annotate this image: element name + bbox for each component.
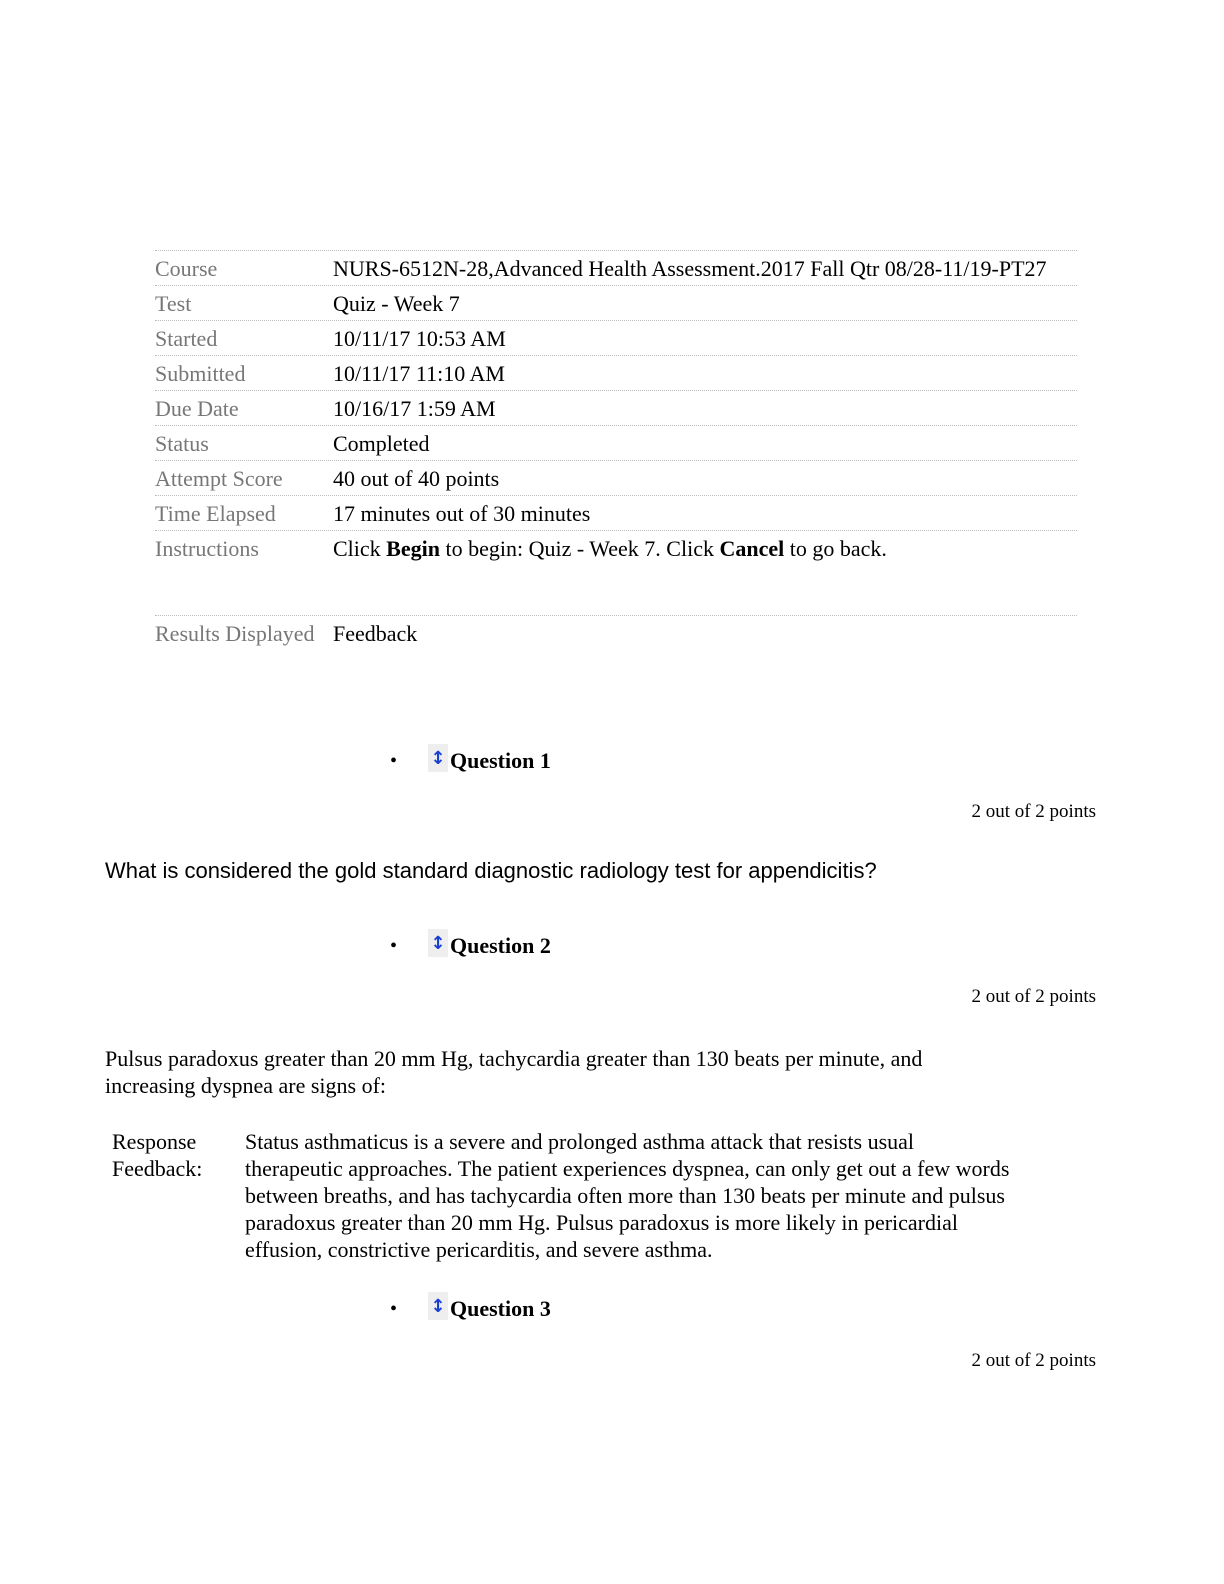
instructions-part: to begin: Quiz - Week 7. Click <box>439 536 720 561</box>
question-title: Question 2 <box>450 933 551 958</box>
summary-value: 17 minutes out of 30 minutes <box>333 501 591 526</box>
question-title: Question 1 <box>450 748 551 773</box>
reorder-arrows-icon[interactable]: ↕ <box>428 1292 448 1320</box>
summary-label: Submitted <box>155 361 246 386</box>
summary-row-course <box>155 251 1077 286</box>
summary-label: Attempt Score <box>155 466 283 491</box>
summary-value: 10/11/17 11:10 AM <box>333 361 505 386</box>
summary-label: Instructions <box>155 536 259 561</box>
instructions-part: Click <box>333 536 387 561</box>
question-2-header <box>390 932 551 960</box>
summary-row-test <box>155 286 1077 321</box>
question-2-feedback <box>112 1128 1012 1263</box>
summary-label: Started <box>155 326 218 351</box>
summary-label: Time Elapsed <box>155 501 276 526</box>
question-1-text: What is considered the gold standard diagnostic radiology test for appendicitis? <box>105 858 877 883</box>
question-1-points: 2 out of 2 points <box>971 801 1096 822</box>
summary-label: Test <box>155 291 192 316</box>
feedback-label: Response Feedback: <box>112 1129 203 1181</box>
cancel-keyword: Cancel <box>719 536 785 561</box>
summary-row-time-elapsed <box>155 496 1077 531</box>
feedback-text: Status asthmaticus is a severe and prolonged asthma attack that resists usual therapeutic approaches. The patient experiences dyspnea, can only get out a few words between breaths, and has tachycardia often more than 130 beats per minute and pulsus paradoxus greater than 20 mm Hg. Pulsus paradoxus is more likely in pericardial effusion, constrictive pericarditis, and severe asthma. <box>245 1129 1010 1262</box>
question-title: Question 3 <box>450 1296 551 1321</box>
summary-label: Status <box>155 431 209 456</box>
reorder-arrows-icon[interactable]: ↕ <box>428 929 448 957</box>
instructions-part: to go back. <box>784 536 887 561</box>
summary-label: Course <box>155 256 218 281</box>
instructions-text <box>333 535 1077 562</box>
summary-value: NURS-6512N-28,Advanced Health Assessment.2017 Fall Qtr 08/28-11/19-PT27 <box>333 256 1047 281</box>
test-summary-table <box>155 250 1077 650</box>
bullet-icon: • <box>390 1297 398 1320</box>
summary-value: Quiz - Week 7 <box>333 291 460 316</box>
summary-value: 40 out of 40 points <box>333 466 500 491</box>
summary-row-instructions <box>155 531 1077 616</box>
question-1-header <box>390 747 551 775</box>
question-3-header <box>390 1295 551 1323</box>
question-2-points: 2 out of 2 points <box>971 986 1096 1007</box>
summary-row-results-displayed <box>155 616 1077 650</box>
summary-row-due-date <box>155 391 1077 426</box>
summary-row-started <box>155 321 1077 356</box>
summary-row-status <box>155 426 1077 461</box>
reorder-arrows-icon[interactable]: ↕ <box>428 744 448 772</box>
summary-row-attempt-score <box>155 461 1077 496</box>
summary-row-submitted <box>155 356 1077 391</box>
summary-value: 10/16/17 1:59 AM <box>333 396 496 421</box>
begin-keyword: Begin <box>386 536 440 561</box>
bullet-icon: • <box>390 749 398 772</box>
question-3-points: 2 out of 2 points <box>971 1350 1096 1371</box>
question-2-text: Pulsus paradoxus greater than 20 mm Hg, tachycardia greater than 130 beats per minute, and increasing dyspnea are signs of: <box>105 1046 923 1098</box>
summary-label: Results Displayed <box>155 621 315 646</box>
summary-value: Feedback <box>333 621 418 646</box>
bullet-icon: • <box>390 934 398 957</box>
summary-value: Completed <box>333 431 430 456</box>
summary-value: 10/11/17 10:53 AM <box>333 326 506 351</box>
summary-label: Due Date <box>155 396 239 421</box>
